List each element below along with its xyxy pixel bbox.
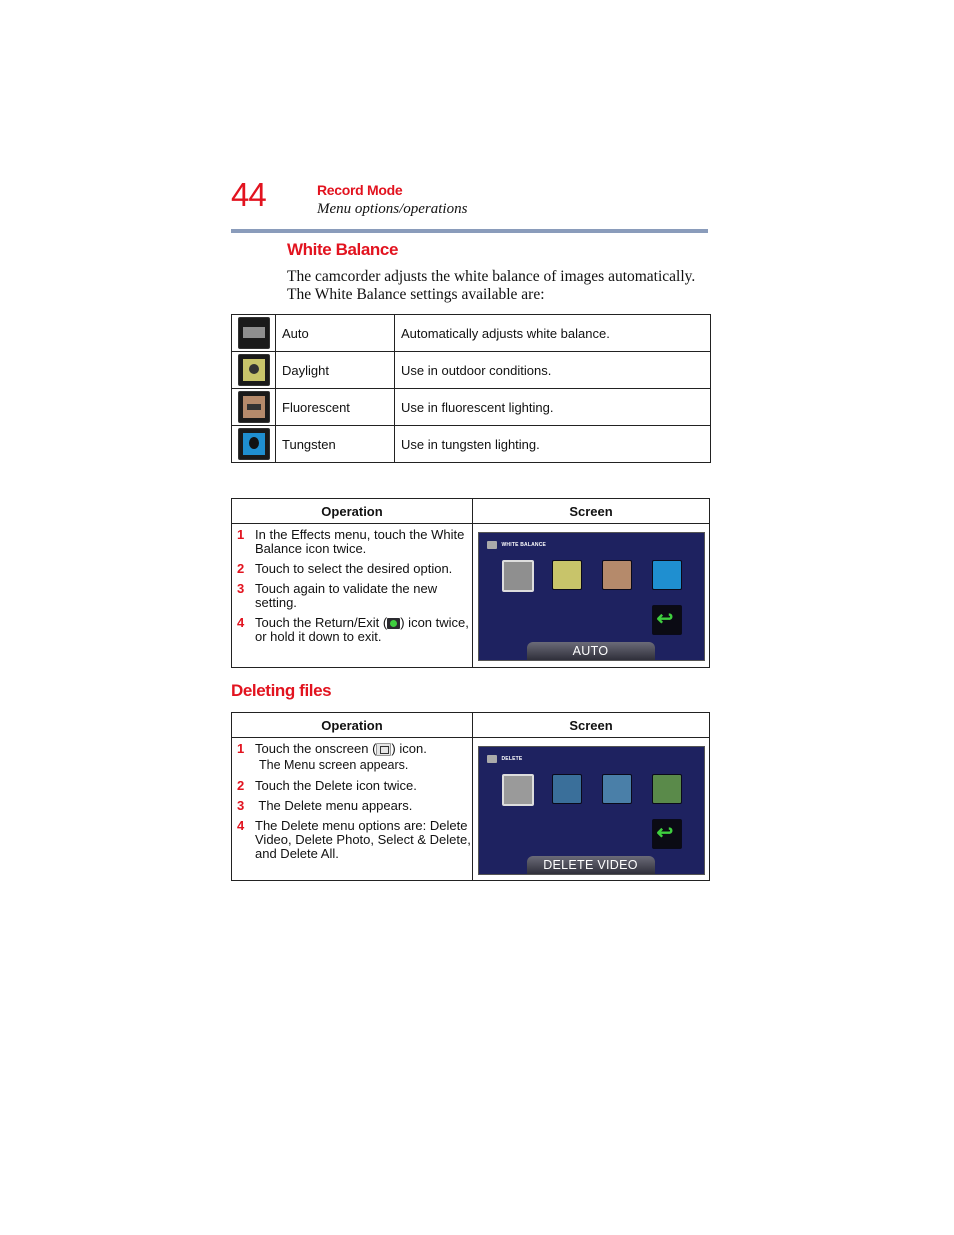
list-item: 2 Touch the Delete icon twice. [237,778,417,794]
list-item: 1 Touch the onscreen ( ) icon. [237,741,427,756]
screen-header: Screen [473,499,710,524]
return-exit-icon [387,618,400,629]
list-item: 1 In the Effects menu, touch the White Balance icon twice. [237,527,465,556]
table-row [232,389,711,426]
wb-option-name: Tungsten [276,426,395,463]
deleting-files-heading: Deleting files [231,681,332,700]
wb-option-description: Use in tungsten lighting. [395,426,711,463]
tungsten-icon[interactable] [652,560,682,590]
delete-photo-icon[interactable] [552,774,582,804]
daylight-icon[interactable] [552,560,582,590]
tungsten-icon [238,428,270,460]
fluorescent-icon [238,391,270,423]
delete-all-icon[interactable] [652,774,682,804]
menu-icon [487,755,497,763]
wb-option-description: Use in outdoor conditions. [395,352,711,389]
list-item: 4 The Delete menu options are: Delete Video, Delete Photo, Select & Delete, and Delete All. [237,818,471,862]
list-item: 2 Touch to select the desired option. [237,561,453,576]
operation-header: Operation [232,713,473,738]
wb-option-description: Use in fluorescent lighting. [395,389,711,426]
wb-option-name: Fluorescent [276,389,395,426]
screen-title: DELETE [501,756,523,762]
step-note: The Menu screen appears. [259,758,409,773]
select-delete-icon[interactable] [602,774,632,804]
table-row [232,352,711,389]
selected-option-label: DELETE VIDEO [527,856,655,874]
table-row [232,426,711,463]
auto-wb-icon[interactable] [502,560,534,592]
table-row [232,315,711,352]
list-item: 3 Touch again to validate the new setting. [237,581,438,610]
fluorescent-icon[interactable] [602,560,632,590]
section-title: Record Mode [317,182,403,198]
delete-screen [478,746,705,875]
wb-option-name: Auto [276,315,395,352]
screen-header: Screen [473,713,710,738]
return-icon[interactable] [652,605,682,635]
wb-option-name: Daylight [276,352,395,389]
screen-title: WHITE BALANCE [501,542,547,548]
return-icon[interactable] [652,819,682,849]
wb-steps [233,525,471,644]
white-balance-screen [478,532,705,661]
header-rule [231,229,708,233]
white-balance-heading: White Balance [287,240,398,259]
auto-wb-icon [238,317,270,349]
daylight-icon [238,354,270,386]
menu-icon [487,541,497,549]
delete-video-icon[interactable] [502,774,534,806]
selected-option-label: AUTO [527,642,655,660]
page-number: 44 [231,176,266,213]
delete-steps [233,739,471,861]
wb-operation-table [231,498,710,668]
white-balance-table [231,314,711,463]
menu-grid-icon [376,743,391,756]
list-item: 3 The Delete menu appears. [237,798,413,814]
wb-option-description: Automatically adjusts white balance. [395,315,711,352]
white-balance-intro: The camcorder adjusts the white balance of images automatically. The White Balance settings available are: [287,268,696,303]
delete-operation-table [231,712,710,881]
subsection-title: Menu options/operations [317,201,468,217]
operation-header: Operation [232,499,473,524]
list-item: 4 Touch the Return/Exit ( ) icon twice, or hold it down to exit. [237,615,469,644]
